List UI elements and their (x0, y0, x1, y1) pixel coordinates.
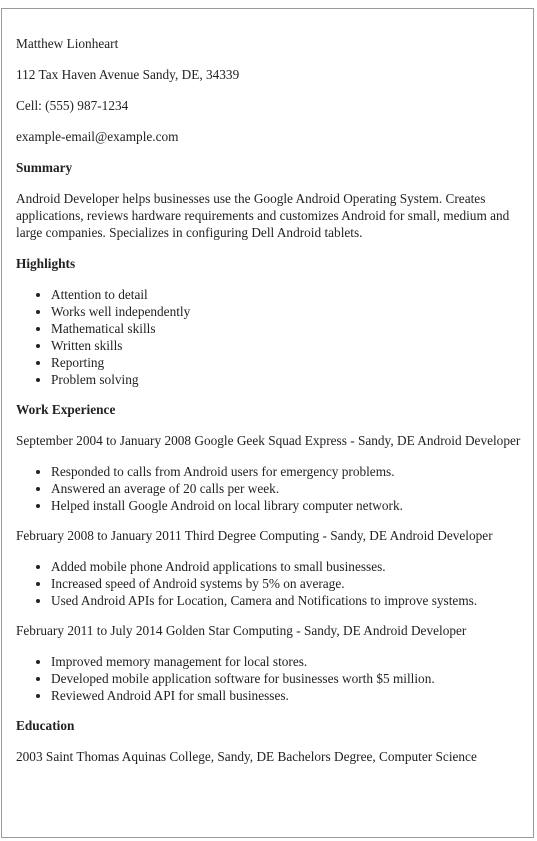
job-bullet: • Increased speed of Android systems by 5% on average. (51, 575, 523, 592)
contact-cell: Cell: (555) 987-1234 (16, 98, 129, 113)
highlight-item: • Problem solving (51, 371, 523, 388)
job-bullet: • Improved memory management for local stores. (51, 653, 523, 670)
contact-email: example-email@example.com (16, 129, 179, 144)
highlight-item: • Reporting (51, 354, 523, 371)
summary-heading: Summary (16, 160, 73, 175)
resume-page (1, 8, 534, 838)
job-bullet: • Used Android APIs for Location, Camera and Notifications to improve systems. (51, 592, 523, 609)
job-title: February 2008 to January 2011 Third Degree Computing - Sandy, DE Android Developer (16, 528, 493, 543)
highlight-item: • Mathematical skills (51, 320, 523, 337)
contact-address: 112 Tax Haven Avenue Sandy, DE, 34339 (16, 67, 240, 82)
job-bullet: • Developed mobile application software for businesses worth $5 million. (51, 670, 523, 687)
highlights-heading: Highlights (16, 256, 76, 271)
job-title: September 2004 to January 2008 Google Geek Squad Express - Sandy, DE Android Developer (16, 433, 521, 448)
highlight-item: • Works well independently (51, 303, 523, 320)
work-heading: Work Experience (16, 402, 116, 417)
job-bullets (16, 463, 523, 514)
summary-text: Android Developer helps businesses use the Google Android Operating System. Creates applications, reviews hardware requirements and customizes Android for small, medium and large companies. Specializes in configuring Dell Android tablets. (16, 191, 510, 240)
job-bullets (16, 558, 523, 609)
highlight-item: • Attention to detail (51, 286, 523, 303)
education-heading: Education (16, 718, 75, 733)
job-bullet: • Added mobile phone Android applications to small businesses. (51, 558, 523, 575)
job-bullets (16, 653, 523, 704)
job-bullet: • Helped install Google Android on local library computer network. (51, 497, 523, 514)
highlights-list (16, 286, 523, 388)
job-title: February 2011 to July 2014 Golden Star Computing - Sandy, DE Android Developer (16, 623, 467, 638)
highlight-item: • Written skills (51, 337, 523, 354)
job-bullet: • Answered an average of 20 calls per week. (51, 480, 523, 497)
education-text: 2003 Saint Thomas Aquinas College, Sandy, DE Bachelors Degree, Computer Science (16, 749, 477, 764)
job-bullet: • Responded to calls from Android users for emergency problems. (51, 463, 523, 480)
contact-name: Matthew Lionheart (16, 36, 119, 51)
job-bullet: • Reviewed Android API for small businesses. (51, 687, 523, 704)
